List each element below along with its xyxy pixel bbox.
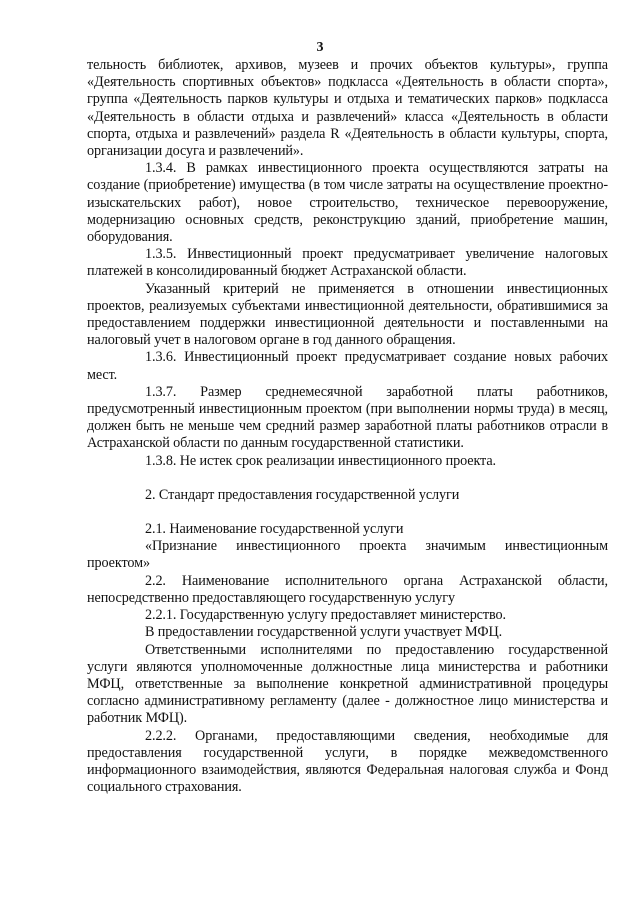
paragraph-2-2-2: 2.2.2. Органами, предоставляющими сведения, необходимые для предоставления государственной услуги, в порядке межведомственного информационного взаимодействия, являются Федеральная налоговая служба и Фонд социального страхования. — [87, 727, 608, 796]
paragraph-1-3-5: 1.3.5. Инвестиционный проект предусматривает увеличение налоговых платежей в консолидированный бюджет Астраханской области. — [87, 246, 608, 280]
paragraph-1-3-8: 1.3.8. Не истек срок реализации инвестиционного проекта. — [145, 452, 496, 469]
paragraph-2-1: 2.1. Наименование государственной услуги — [145, 521, 404, 538]
paragraph-1-3-4: 1.3.4. В рамках инвестиционного проекта осуществляются затраты на создание (приобретение) имущества (в том числе затраты на осуществление проектно-изыскательских работ), новое строительство, техническое перевооружение, модернизацию основных средств, реконструкцию зданий, приобретение машин, оборудования. — [87, 160, 608, 246]
paragraph-mfc-participation: В предоставлении государственной услуги участвует МФЦ. — [145, 624, 503, 641]
paragraph-2-2-1: 2.2.1. Государственную услугу предоставляет министерство. — [145, 607, 506, 624]
paragraph-1-3-6: 1.3.6. Инвестиционный проект предусматривает создание новых рабочих мест. — [87, 349, 608, 383]
section-2-heading: 2. Стандарт предоставления государственной услуги — [145, 486, 460, 503]
paragraph-service-name: «Признание инвестиционного проекта значимым инвестиционным проектом» — [87, 538, 608, 572]
paragraph-1-3-7: 1.3.7. Размер среднемесячной заработной платы работников, предусмотренный инвестиционным проектом (при выполнении нормы труда) в месяц, должен быть не меньше чем средний размер заработной платы работников отрасли в Астраханской области по данным государственной статистики. — [87, 383, 608, 452]
paragraph-activity-classes: тельность библиотек, архивов, музеев и прочих объектов культуры», группа «Деятельность спортивных объектов» подкласса «Деятельность в области спорта», группа «Деятельность парков культуры и отдыха и тематических парков» подкласса «Деятельность в области отдыха и развлечений» класса «Деятельность в области спорта, отдыха и развлечений» раздела R «Деятельность в области культуры, спорта, организации досуга и развлечений». — [87, 57, 608, 160]
document-body — [87, 57, 608, 796]
paragraph-criterion-exception: Указанный критерий не применяется в отношении инвестиционных проектов, реализуемых субъектами инвестиционной деятельности, обратившимися за предоставлением поддержки инвестиционной деятельности и поставленными на налоговый учет в налоговом органе в год данного обращения. — [87, 280, 608, 349]
page-number: 3 — [316, 40, 324, 55]
paragraph-responsible-executors: Ответственными исполнителями по предоставлению государственной услуги являются уполномоченные должностные лица министерства и работники МФЦ, ответственные за выполнение конкретной административной процедуры согласно административному регламенту (далее - должностное лицо министерства и работник МФЦ). — [87, 641, 608, 727]
paragraph-2-2: 2.2. Наименование исполнительного органа Астраханской области, непосредственно предоставляющего государственную услугу — [87, 572, 608, 606]
